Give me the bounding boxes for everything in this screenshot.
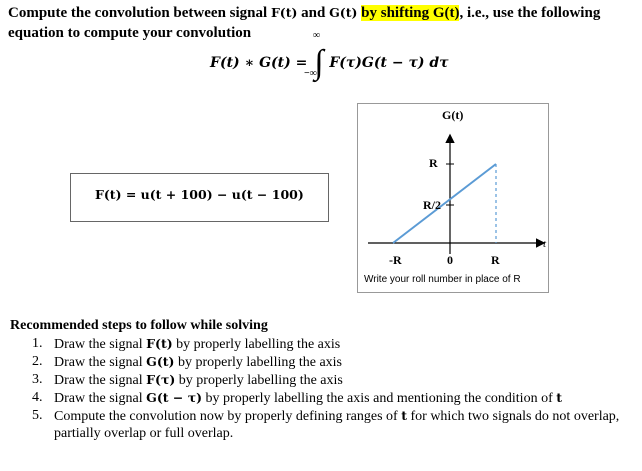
- step-number: 5.: [32, 408, 43, 423]
- formula-lhs: F(t) ∗ G(t) =: [210, 55, 313, 71]
- step-text: by properly labelling the axis: [172, 337, 341, 352]
- integral-sign: ∫: [314, 44, 324, 81]
- step-number: 3.: [32, 372, 43, 387]
- g-graph: [358, 104, 550, 294]
- x-axis-t-label: t: [543, 238, 547, 250]
- x-label-negR: -R: [389, 253, 402, 267]
- x-label-R: R: [491, 253, 500, 267]
- heading-text-1: Compute the convolution between signal: [8, 5, 271, 21]
- step-number: 2.: [32, 354, 43, 369]
- heading-highlight: by shifting G(t): [361, 5, 460, 21]
- convolution-formula: [210, 30, 449, 81]
- step-text: by properly labelling the axis: [174, 355, 343, 370]
- list-item: [32, 407, 632, 442]
- heading-G-symbol: G(t): [329, 5, 358, 20]
- step-symbol: F(t): [146, 336, 173, 351]
- step-text: by properly labelling the axis and mentioning the condition of: [202, 391, 557, 406]
- list-item: [32, 335, 632, 353]
- step-text: Compute the convolution now by properly defining ranges of: [54, 409, 402, 424]
- g-caption: Write your roll number in place of R: [364, 274, 521, 285]
- list-item: [32, 353, 632, 371]
- steps-list: [32, 335, 632, 442]
- step-symbol: t: [556, 390, 563, 405]
- g-graph-box: [357, 103, 549, 293]
- step-text: Draw the signal: [54, 355, 147, 370]
- x-label-0: 0: [447, 253, 453, 267]
- step-symbol: t: [401, 408, 407, 423]
- step-text: by properly labelling the axis: [175, 373, 343, 388]
- g-title: G(t): [442, 108, 464, 122]
- step-symbol: G(t): [146, 354, 175, 369]
- heading-text-2: , i.e., use the following equation to compute your convolution: [8, 5, 601, 41]
- integral-lower-limit: −∞: [304, 68, 317, 79]
- step-text: Draw the signal: [54, 337, 147, 352]
- f-definition: F(t) = u(t + 100) − u(t − 100): [95, 187, 304, 202]
- step-number: 1.: [32, 336, 43, 351]
- step-text: for which two signals do not overlap, partially overlap or full overlap.: [54, 409, 620, 441]
- list-item: [32, 371, 632, 389]
- heading-F-symbol: F(t): [270, 5, 298, 20]
- heading-and: and: [297, 5, 330, 21]
- integral-upper-limit: ∞: [313, 30, 321, 41]
- y-label-R: R: [429, 156, 438, 170]
- f-definition-box: [70, 173, 329, 222]
- step-symbol: F(τ): [146, 372, 176, 387]
- step-text: Draw the signal: [54, 373, 147, 388]
- step-number: 4.: [32, 390, 43, 405]
- step-symbol: G(t − τ): [146, 390, 203, 405]
- g-signal-line: [393, 164, 496, 243]
- y-label-R2: R/2: [423, 198, 441, 212]
- formula-integrand: F(τ)G(t − τ) dτ: [329, 55, 449, 71]
- step-text: Draw the signal: [54, 391, 147, 406]
- list-item: [32, 389, 632, 407]
- steps-title: Recommended steps to follow while solving: [10, 318, 268, 333]
- problem-heading: [8, 3, 638, 43]
